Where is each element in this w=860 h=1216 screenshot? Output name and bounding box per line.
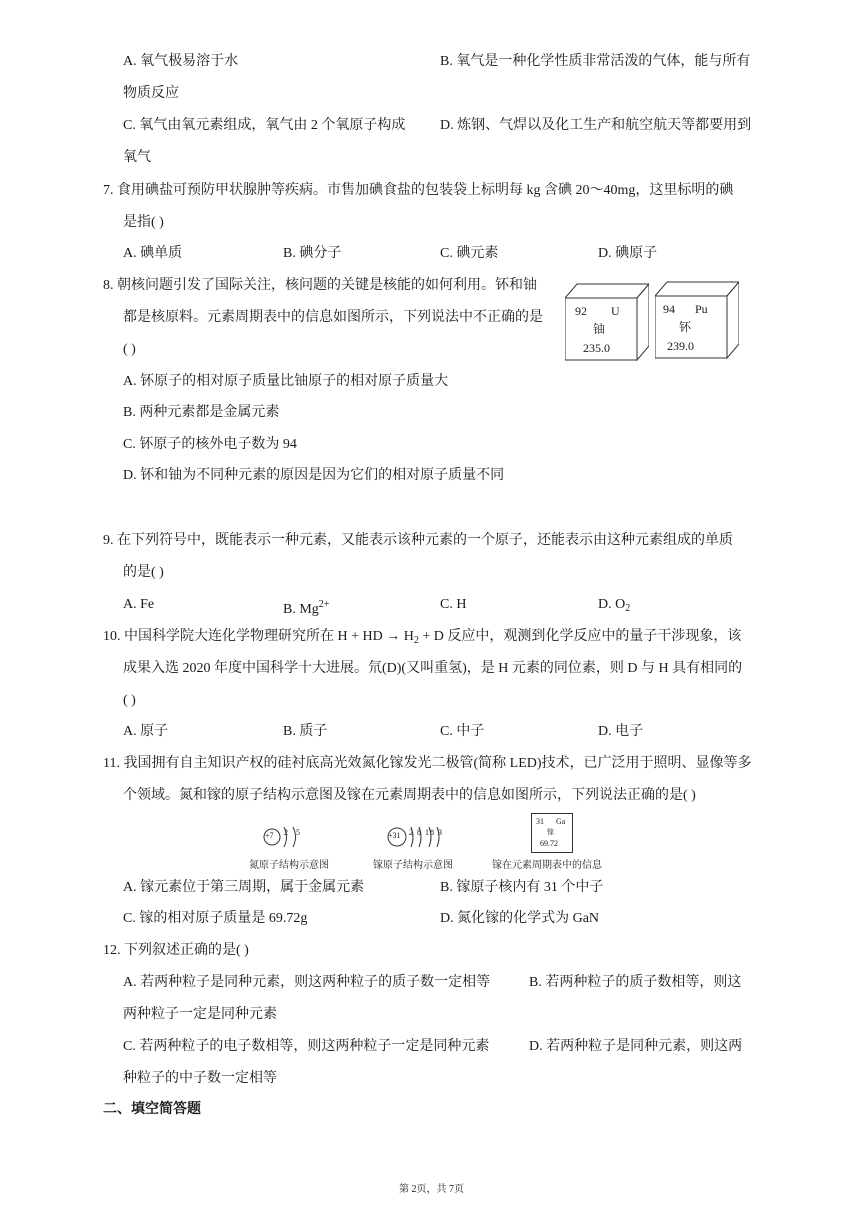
q9-stem-cont: 的是( ) [123, 565, 164, 580]
plutonium-name: 钚 [679, 320, 692, 334]
uranium-name: 铀 [593, 322, 606, 336]
q11-option-d: D. 氮化镓的化学式为 GaN [440, 911, 600, 926]
q10-option-a: A. 原子 [123, 724, 169, 739]
q12-option-a: A. 若两种粒子是同种元素，则这两种粒子的质子数一定相等 [123, 975, 491, 990]
q12-option-b-cont: 两种粒子一定是同种元素 [123, 1007, 277, 1022]
gallium-element-cell [531, 813, 573, 853]
q12-option-b: B. 若两种粒子的质子数相等，则这 [529, 975, 742, 990]
caption-gallium-structure: 镓原子结构示意图 [373, 860, 453, 871]
uranium-number: 92 [575, 304, 587, 318]
plutonium-number: 94 [663, 302, 675, 316]
q11-option-c: C. 镓的相对原子质量是 69.72g [123, 911, 308, 926]
q11-stem: 11. 我国拥有自主知识产权的硅衬底高光效氮化镓发光二极管(简称 LED)技术，已广泛用于照明、显像等多 [103, 756, 752, 771]
q6-option-d: D. 炼钢、气焊以及化工生产和航空航天等都要用到 [440, 118, 752, 133]
q10-option-c: C. 中子 [440, 724, 485, 739]
q6-option-c: C. 氧气由氧元素组成，氧气由 2 个氧原子构成 [123, 118, 406, 133]
gallium-mass: 69.72 [540, 839, 558, 848]
page-footer: 第 2页，共 7页 [399, 1184, 464, 1195]
q10-stem-part2: + D 反应中，观测到化学反应中的量子干涉现象，该 [418, 629, 742, 644]
q12-option-d: D. 若两种粒子是同种元素，则这两 [529, 1039, 743, 1054]
q11-stem-cont: 个领域。氮和镓的原子结构示意图及镓在元素周期表中的信息如图所示，下列说法正确的是( ) [123, 788, 696, 803]
q7-stem-cont: 是指( ) [123, 215, 164, 230]
nitrogen-nucleus: +7 [265, 831, 274, 840]
q9-option-b-text: B. Mg [283, 602, 319, 617]
q9-option-d [598, 595, 630, 619]
q6-option-d-cont: 氧气 [123, 150, 151, 165]
caption-gallium-table: 镓在元素周期表中的信息 [492, 860, 602, 871]
q9-option-d-subscript: 2 [625, 603, 631, 614]
gallium-shells: 2 8 18 3 [409, 828, 443, 837]
q8-option-d: D. 钚和铀为不同种元素的原因是因为它们的相对原子质量不同 [123, 468, 505, 483]
nitrogen-atom-diagram [262, 824, 312, 850]
q10-option-b: B. 质子 [283, 724, 328, 739]
plutonium-symbol: Pu [695, 302, 708, 316]
nitrogen-shells: 2 5 [284, 828, 303, 837]
q6-option-b-cont: 物质反应 [123, 86, 179, 101]
section-heading-fill-in: 二、填空简答题 [103, 1102, 201, 1117]
q8-stem-cont: 都是核原料。元素周期表中的信息如图所示，下列说法中不正确的是 [123, 310, 543, 325]
uranium-element-cell [565, 280, 649, 362]
q11-option-a: A. 镓元素位于第三周期，属于金属元素 [123, 880, 365, 895]
q8-stem: 8. 朝核问题引发了国际关注，核问题的关键是核能的如何利用。钚和铀 [103, 278, 537, 293]
q10-stem-subscript: 2 [413, 635, 419, 646]
q10-option-d: D. 电子 [598, 724, 644, 739]
q7-option-d: D. 碘原子 [598, 246, 658, 261]
q8-option-c: C. 钚原子的核外电子数为 94 [123, 437, 297, 452]
uranium-mass: 235.0 [583, 341, 610, 355]
q10-stem-cont: 成果入选 2020 年度中国科学十大进展。氘(D)(又叫重氢)，是 H 元素的同位素，则 D 与 H 具有相同的 [123, 661, 743, 676]
caption-nitrogen-structure: 氮原子结构示意图 [249, 860, 329, 871]
q12-option-d-cont: 种粒子的中子数一定相等 [123, 1071, 277, 1086]
q8-option-a: A. 钚原子的相对原子质量比铀原子的相对原子质量大 [123, 374, 449, 389]
q7-stem: 7. 食用碘盐可预防甲状腺肿等疾病。市售加碘食盐的包装袋上标明每 kg 含碘 20～40mg，这里标明的碘 [103, 183, 734, 198]
q10-stem-paren: ( ) [123, 693, 136, 708]
uranium-symbol: U [611, 304, 620, 318]
gallium-nucleus: +31 [388, 831, 401, 840]
q7-option-b: B. 碘分子 [283, 246, 342, 261]
q6-option-a: A. 氧气极易溶于水 [123, 54, 239, 69]
q10-stem [103, 627, 741, 651]
gallium-name: 镓 [547, 828, 554, 836]
q11-option-b: B. 镓原子核内有 31 个中子 [440, 880, 604, 895]
q8-stem-paren: ( ) [123, 342, 136, 357]
q8-option-b: B. 两种元素都是金属元素 [123, 405, 280, 420]
plutonium-mass: 239.0 [667, 339, 694, 353]
q6-option-b: B. 氧气是一种化学性质非常活泼的气体，能与所有 [440, 54, 751, 69]
q7-option-a: A. 碘单质 [123, 246, 183, 261]
q9-option-a: A. Fe [123, 597, 155, 612]
q10-stem-part1: 10. 中国科学院大连化学物理研究所在 H + HD → H [103, 629, 414, 644]
q12-stem: 12. 下列叙述正确的是( ) [103, 943, 249, 958]
gallium-atom-diagram [386, 824, 446, 850]
q7-option-c: C. 碘元素 [440, 246, 499, 261]
q9-option-d-text: D. O [598, 597, 626, 612]
gallium-symbol: Ga [556, 817, 566, 826]
q9-option-b [283, 595, 329, 620]
q9-stem: 9. 在下列符号中，既能表示一种元素，又能表示该种元素的一个原子，还能表示由这种元素组成的单质 [103, 533, 733, 548]
plutonium-element-cell [655, 278, 739, 360]
q9-option-c: C. H [440, 597, 467, 612]
q9-option-b-charge: 2+ [318, 599, 330, 610]
gallium-number: 31 [536, 817, 544, 826]
q12-option-c: C. 若两种粒子的电子数相等，则这两种粒子一定是同种元素 [123, 1039, 490, 1054]
